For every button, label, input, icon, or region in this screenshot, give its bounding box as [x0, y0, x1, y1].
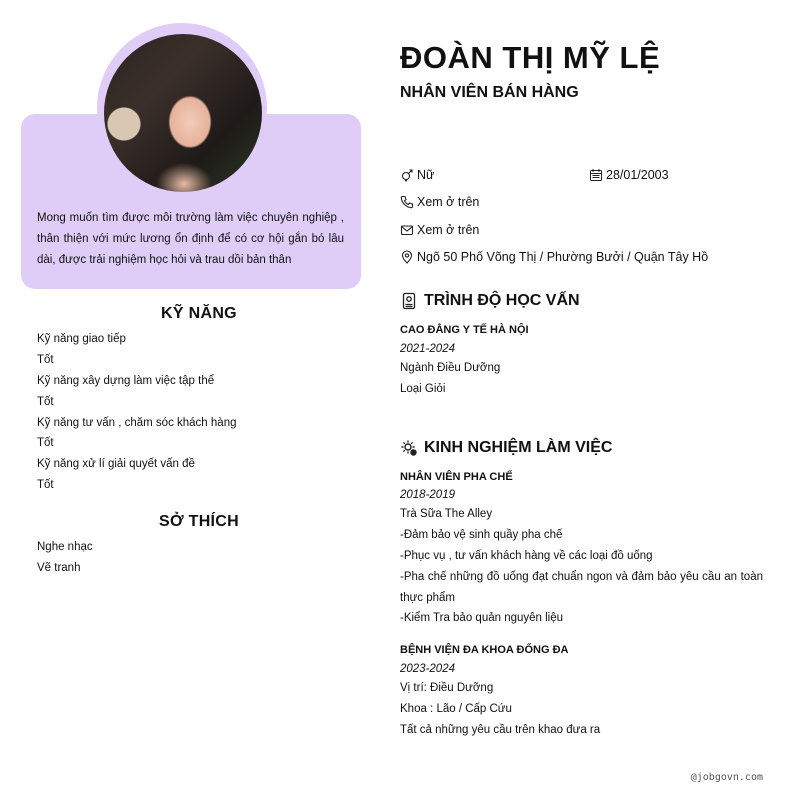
skill-name: Kỹ năng giao tiếp — [37, 333, 126, 345]
watermark: @jobgovn.com — [690, 772, 763, 783]
job-title: NHÂN VIÊN PHA CHẾ — [400, 471, 513, 483]
candidate-name: ĐOÀN THỊ MỸ LỆ — [400, 40, 661, 75]
gender-icon — [400, 168, 414, 182]
skill-name: Kỹ năng xử lí giải quyết vấn đề — [37, 458, 195, 470]
calendar-icon — [589, 168, 603, 182]
hobbies-title: SỞ THÍCH — [158, 513, 240, 530]
address-info — [400, 250, 708, 264]
gender-info — [400, 168, 434, 182]
skill-name: Kỹ năng xây dựng làm việc tập thể — [37, 375, 215, 387]
candidate-position: NHÂN VIÊN BÁN HÀNG — [400, 84, 579, 101]
school-name: CAO ĐẲNG Y TẾ HÀ NỘI — [400, 324, 529, 336]
phone-info — [400, 195, 479, 209]
hobby-item: Nghe nhạc — [37, 541, 93, 553]
skill-level: Tốt — [37, 354, 54, 366]
job-line: Vị trí: Điều Dưỡng — [400, 682, 494, 694]
job-line: Tất cả những yêu cầu trên khao đưa ra — [400, 724, 601, 736]
skill-level: Tốt — [37, 479, 54, 491]
job-period: 2023-2024 — [400, 663, 455, 675]
gender-value: Nữ — [417, 168, 435, 182]
birthday-value: 28/01/2003 — [606, 168, 669, 182]
phone-value: Xem ở trên — [417, 195, 480, 209]
hobby-item: Vẽ tranh — [37, 562, 81, 574]
job-duty: -Pha chế những đồ uống đạt chuẩn ngon và đảm bảo yêu cầu an toàn thực phẩm — [400, 571, 763, 604]
education-section-title — [400, 292, 580, 310]
education-grade: Loại Giỏi — [400, 383, 446, 395]
birthday-info — [589, 168, 669, 182]
education-title: TRÌNH ĐỘ HỌC VẤN — [424, 292, 580, 309]
location-pin-icon — [400, 250, 414, 264]
email-value: Xem ở trên — [417, 223, 480, 237]
career-objective: Mong muốn tìm được môi trường làm việc chuyên nghiệp , thân thiện với mức lương ổn định để có cơ hội gắn bó lâu dài, được trải nghiệm học hỏi và trau dồi bản thân — [37, 212, 344, 266]
job-line: Khoa : Lão / Cấp Cứu — [400, 703, 512, 715]
skills-title: KỸ NĂNG — [161, 305, 237, 322]
skill-level: Tốt — [37, 396, 54, 408]
avatar — [104, 34, 262, 192]
address-value: Ngõ 50 Phố Võng Thị / Phường Bưởi / Quận Tây Hồ — [417, 250, 709, 264]
id-card-icon — [400, 292, 418, 310]
skill-level: Tốt — [37, 437, 54, 449]
job-title: BỆNH VIỆN ĐA KHOA ĐỐNG ĐA — [400, 644, 569, 656]
experience-title: KINH NGHIỆM LÀM VIỆC — [424, 439, 613, 456]
job-duty: -Kiểm Tra bảo quản nguyên liệu — [400, 612, 564, 624]
job-duty: -Phục vụ , tư vấn khách hàng về các loại đồ uống — [400, 550, 653, 562]
phone-icon — [400, 195, 414, 209]
email-info — [400, 223, 479, 237]
gear-badge-icon — [400, 439, 418, 457]
education-major: Ngành Điều Dưỡng — [400, 362, 501, 374]
skill-name: Kỹ năng tư vấn , chăm sóc khách hàng — [37, 417, 237, 429]
email-icon — [400, 223, 414, 237]
education-period: 2021-2024 — [400, 343, 455, 355]
job-period: 2018-2019 — [400, 489, 455, 501]
job-company: Trà Sữa The Alley — [400, 508, 493, 520]
job-duty: -Đảm bảo vệ sinh quầy pha chế — [400, 529, 563, 541]
experience-section-title — [400, 439, 612, 457]
